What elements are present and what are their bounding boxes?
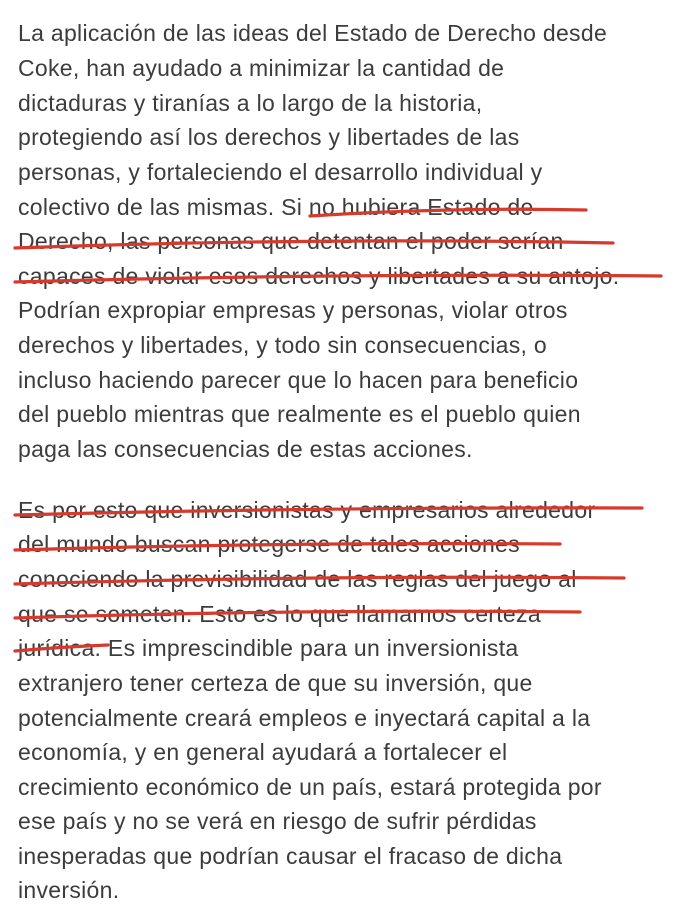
paragraph-1-line-3: dictaduras y tiranías a lo largo de la historia, (18, 90, 483, 116)
paragraph-2-line-8: economía, y en general ayudará a fortalecer el (18, 739, 508, 765)
paragraph-1-line-10: derechos y libertades, y todo sin consecuencias, o (18, 332, 547, 358)
paragraph-1-line-6: colectivo de las mismas. Si no hubiera Estado de (18, 194, 534, 220)
paragraph-1-line-12: del pueblo mientras que realmente es el pueblo quien (18, 401, 581, 427)
paragraph-1-line-5: personas, y fortaleciendo el desarrollo individual y (18, 159, 543, 185)
paragraph-2-line-11: inesperadas que podrían causar el fracaso de dicha (18, 843, 563, 869)
paragraph-2-line-9: crecimiento económico de un país, estará protegida por (18, 774, 602, 800)
paragraph-1-line-7: Derecho, las personas que detentan el poder serían (18, 228, 564, 254)
paragraph-2-line-5: jurídica. Es imprescindible para un inversionista (18, 635, 519, 661)
paragraph-2-line-7: potencialmente creará empleos e inyectará capital a la (18, 705, 591, 731)
paragraph-2-line-10: ese país y no se verá en riesgo de sufrir pérdidas (18, 808, 537, 834)
paragraph-1-line-9: Podrían expropiar empresas y personas, violar otros (18, 297, 568, 323)
paragraph-2-line-12: inversión. (18, 877, 120, 903)
paragraph-2-line-2: del mundo buscan protegerse de tales acciones (18, 531, 520, 557)
paragraph-1-line-13: paga las consecuencias de estas acciones. (18, 436, 473, 462)
paragraph-1-line-4: protegiendo así los derechos y libertades de las (18, 124, 520, 150)
paragraph-1-line-11: incluso haciendo parecer que lo hacen para beneficio (18, 367, 579, 393)
paragraph-2-line-4: que se someten. Esto es lo que llamamos certeza (18, 601, 541, 627)
paragraph-2-line-1: Es por esto que inversionistas y empresarios alrededor (18, 497, 596, 523)
paragraph-1-line-2: Coke, han ayudado a minimizar la cantidad de (18, 55, 505, 81)
paragraph-2-line-3: conociendo la previsibilidad de las reglas del juego al (18, 566, 577, 592)
paragraph-1-line-8: capaces de violar esos derechos y libertades a su antojo. (18, 263, 620, 289)
paragraph-1-line-1: La aplicación de las ideas del Estado de Derecho desde (18, 20, 608, 46)
paragraph-2-line-6: extranjero tener certeza de que su inversión, que (18, 670, 533, 696)
